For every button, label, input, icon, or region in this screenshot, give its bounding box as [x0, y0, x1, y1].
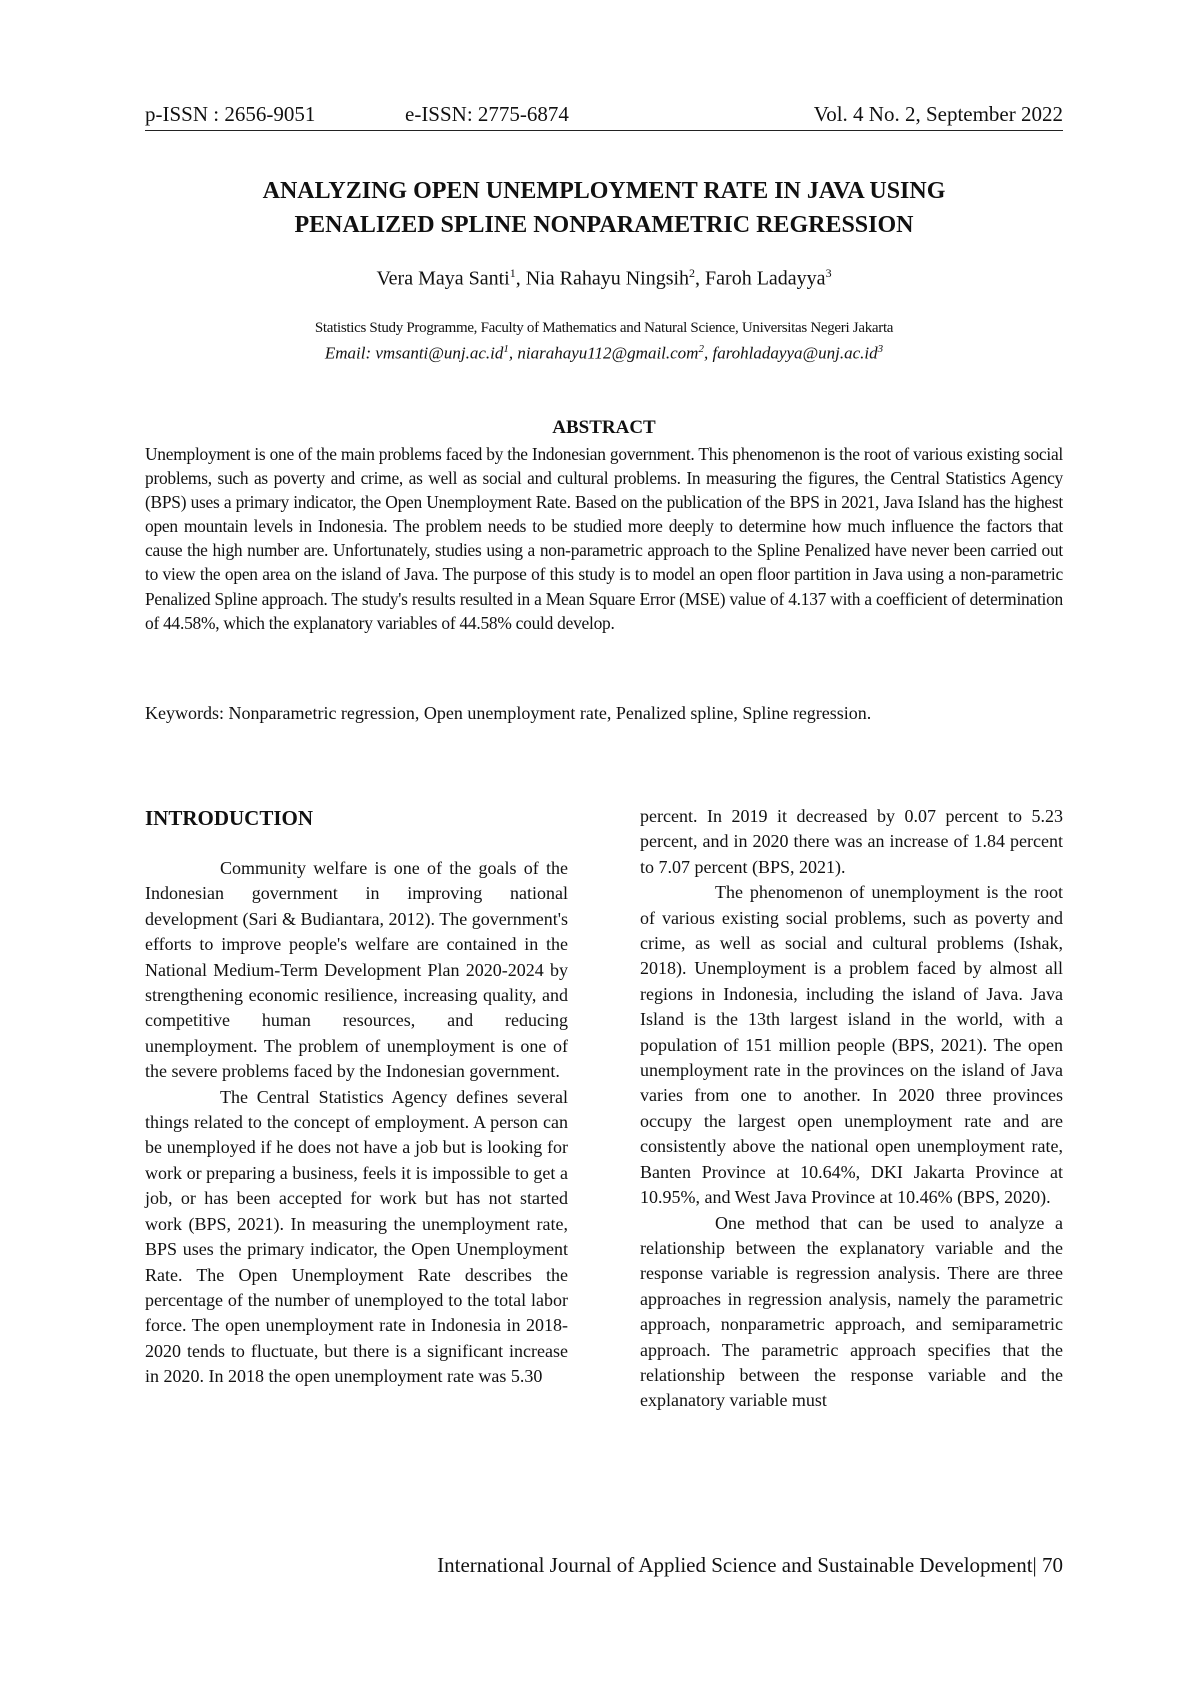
email-address: vmsanti@unj.ac.id	[375, 343, 504, 363]
email-address: niarahayu112@gmail.com	[517, 343, 699, 363]
section-heading-introduction: INTRODUCTION	[145, 806, 314, 830]
abstract-text: Unemployment is one of the main problems faced by the Indonesian government. This phenomenon is the root of various existing social problems, such as poverty and crime, as well as social and cultural problems. In measuring the figures, the Central Statistics Agency (BPS) uses a primary indicator, the Open Unemployment Rate. Based on the publication of the BPS in 2021, Java Island has the highest open mountain levels in Indonesia. The problem needs to be studied more deeply to determine how much influence the factors that cause the high number are. Unfortunately, studies using a non-parametric approach to the Spline Penalized have never been carried out to view the open area on the island of Java. The purpose of this study is to model an open floor partition in Java using a non-parametric Penalized Spline approach. The study's results resulted in a Mean Square Error (MSE) value of 4.137 with a coefficient of determination of 44.58%, which the explanatory variables of 44.58% could develop.	[145, 444, 1063, 633]
left-column	[145, 856, 568, 1390]
paper-title	[145, 174, 1063, 242]
email-separator: ,	[508, 343, 518, 363]
title-line-2: PENALIZED SPLINE NONPARAMETRIC REGRESSION	[294, 212, 914, 238]
right-column	[640, 804, 1063, 1414]
email-label: Email:	[324, 343, 376, 363]
running-header	[145, 100, 1063, 131]
email-address: farohladayya@unj.ac.id	[712, 343, 878, 363]
author-name: Faroh Ladayya	[705, 267, 826, 290]
email-separator: ,	[703, 343, 713, 363]
title-line-1: ANALYZING OPEN UNEMPLOYMENT RATE IN JAVA USING	[262, 178, 946, 204]
author-name: Vera Maya Santi	[376, 267, 510, 290]
paragraph: The Central Statistics Agency defines several things related to the concept of employment. A person can be unemployed if he does not have a job but is looking for work or preparing a business, feels it is impossible to get a job, or has been accepted for work but has not started work (BPS, 2021). In measuring the unemployment rate, BPS uses the primary indicator, the Open Unemployment Rate. The Open Unemployment Rate describes the percentage of the number of unemployed to the total labor force. The open unemployment rate in Indonesia in 2018-2020 tends to fluctuate, but there is a significant increase in 2020. In 2018 the open unemployment rate was 5.30	[145, 1086, 568, 1387]
paragraph: One method that can be used to analyze a relationship between the explanatory variable and the response variable is regression analysis. There are three approaches in regression analysis, namely the parametric approach, nonparametric approach, and semiparametric approach. The parametric approach specifies that the relationship between the response variable and the explanatory variable must	[640, 1212, 1063, 1411]
author-separator: ,	[695, 267, 706, 290]
paragraph: Community welfare is one of the goals of the Indonesian government in improving national development (Sari & Budiantara, 2012). The government's efforts to improve people's welfare are contained in the National Medium-Term Development Plan 2020-2024 by strengthening economic resilience, increasing quality, and competitive human resources, and reducing unemployment. The problem of unemployment is one of the severe problems faced by the Indonesian government.	[145, 858, 568, 1082]
abstract-heading: ABSTRACT	[552, 417, 656, 438]
e-issn: e-ISSN: 2775-6874	[405, 102, 569, 126]
author-sup: 3	[825, 266, 832, 280]
email-sup: 3	[877, 343, 884, 355]
volume-info: Vol. 4 No. 2, September 2022	[813, 102, 1063, 126]
author-sup: 2	[689, 266, 696, 280]
author-separator: ,	[515, 267, 526, 290]
running-footer: International Journal of Applied Science and Sustainable Development| 70	[437, 1553, 1063, 1577]
p-issn: p-ISSN : 2656-9051	[145, 102, 316, 126]
paragraph-continuation: percent. In 2019 it decreased by 0.07 percent to 5.23 percent, and in 2020 there was an increase of 1.84 percent to 7.07 percent (BPS, 2021).	[640, 806, 1063, 877]
email-sup: 1	[503, 343, 509, 355]
affiliation: Statistics Study Programme, Faculty of Mathematics and Natural Science, Universitas Negeri Jakarta	[314, 320, 894, 336]
email-sup: 2	[698, 343, 704, 355]
keywords: Keywords: Nonparametric regression, Open unemployment rate, Penalized spline, Spline regression.	[145, 703, 872, 723]
author-sup: 1	[509, 266, 516, 280]
email-line	[145, 343, 1063, 364]
author-name: Nia Rahayu Ningsih	[525, 267, 690, 290]
author-list	[145, 266, 1063, 291]
paragraph: The phenomenon of unemployment is the root of various existing social problems, such as poverty and crime, as well as social and cultural problems (Ishak, 2018). Unemployment is a problem faced by almost all regions in Indonesia, including the island of Java. Java Island is the 13th largest island in the world, with a population of 151 million people (BPS, 2021). The open unemployment rate in the provinces on the island of Java varies from one to another. In 2020 three provinces occupy the largest open unemployment rate and are consistently above the national open unemployment rate, Banten Province at 10.64%, DKI Jakarta Province at 10.95%, and West Java Province at 10.46% (BPS, 2020).	[640, 882, 1063, 1208]
